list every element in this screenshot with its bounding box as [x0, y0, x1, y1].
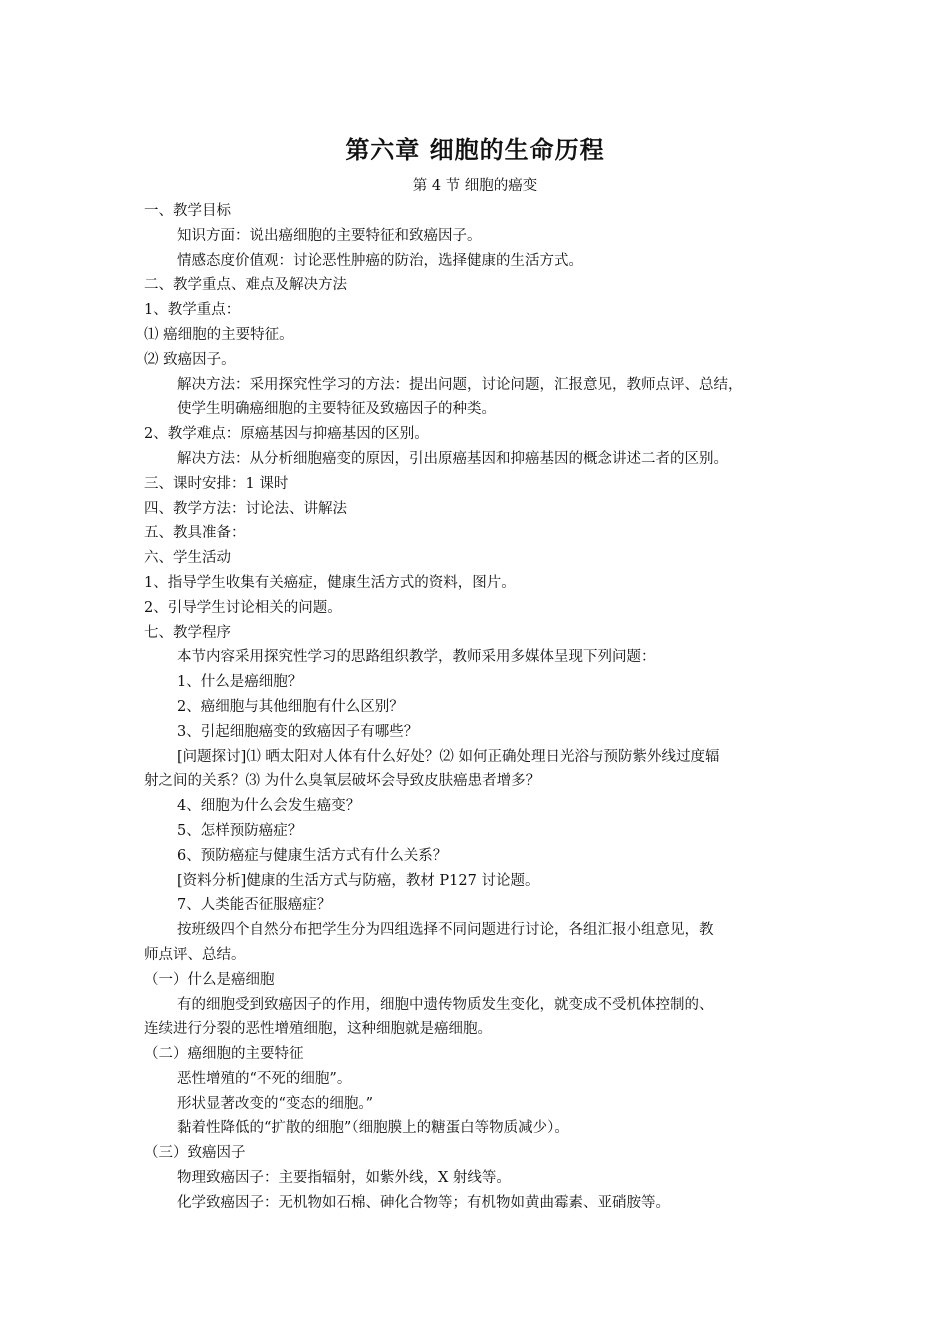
text-line: 1、教学重点：	[144, 302, 241, 319]
text-line: 一、教学目标	[144, 203, 231, 219]
text-line: （一）什么是癌细胞	[144, 971, 275, 988]
text-line: （二）癌细胞的主要特征	[144, 1046, 304, 1063]
text-line: 本节内容采用探究性学习的思路组织教学，教师采用多媒体呈现下列问题：	[177, 649, 656, 666]
text-line: 1、什么是癌细胞？	[177, 674, 303, 691]
document-body	[144, 199, 824, 1216]
text-line: ⑴ 癌细胞的主要特征。	[144, 326, 294, 343]
text-line: 3、引起细胞癌变的致癌因子有哪些？	[177, 723, 419, 740]
text-line: 按班级四个自然分布把学生分为四组选择不同问题进行讨论，各组汇报小组意见，教	[177, 922, 714, 939]
section-subtitle: 第 4 节 细胞的癌变	[412, 178, 538, 194]
text-line: 7、人类能否征服癌症？	[177, 897, 332, 914]
text-line: 二、教学重点、难点及解决方法	[144, 277, 347, 294]
chapter-title: 第六章 细胞的生命历程	[345, 136, 605, 164]
text-line: 物理致癌因子：主要指辐射，如紫外线，X 射线等。	[177, 1170, 511, 1187]
text-line: 2、教学难点：原癌基因与抑癌基因的区别。	[144, 426, 429, 443]
text-line: 连续进行分裂的恶性增殖细胞，这种细胞就是癌细胞。	[144, 1021, 492, 1038]
text-line: 4、细胞为什么会发生癌变？	[177, 798, 361, 815]
text-line: 射之间的关系？⑶ 为什么臭氧层破坏会导致皮肤癌患者增多？	[144, 773, 541, 790]
text-line: 师点评、总结。	[144, 946, 246, 963]
text-line: 三、课时安排：1 课时	[144, 475, 289, 492]
text-line: 恶性增殖的“不死的细胞”。	[177, 1070, 352, 1087]
text-line: [资料分析]健康的生活方式与防癌，教材 P127 讨论题。	[177, 872, 540, 889]
text-line: 六、学生活动	[144, 550, 231, 567]
text-line: 2、癌细胞与其他细胞有什么区别？	[177, 698, 404, 715]
text-line: 使学生明确癌细胞的主要特征及致癌因子的种类。	[177, 401, 496, 418]
text-line: [问题探讨]⑴ 晒太阳对人体有什么好处？⑵ 如何正确处理日光浴与预防紫外线过度辐	[177, 748, 720, 765]
text-line: 四、教学方法：讨论法、讲解法	[144, 500, 347, 517]
text-line: 1、指导学生收集有关癌症，健康生活方式的资料，图片。	[144, 574, 516, 591]
text-line: 解决方法：从分析细胞癌变的原因，引出原癌基因和抑癌基因的概念讲述二者的区别。	[177, 450, 728, 467]
text-line: 黏着性降低的“扩散的细胞”（细胞膜上的糖蛋白等物质减少）。	[177, 1120, 569, 1137]
text-line: 情感态度价值观：讨论恶性肿癌的防治，选择健康的生活方式。	[177, 252, 583, 269]
text-line: 有的细胞受到致癌因子的作用，细胞中遗传物质发生变化，就变成不受机体控制的、	[177, 996, 714, 1013]
text-line: 2、引导学生讨论相关的问题。	[144, 599, 342, 616]
text-line: 五、教具准备：	[144, 525, 246, 542]
text-line: 知识方面：说出癌细胞的主要特征和致癌因子。	[177, 227, 482, 244]
text-line: 6、预防癌症与健康生活方式有什么关系？	[177, 847, 448, 864]
text-line: 5、怎样预防癌症？	[177, 822, 303, 839]
text-line: （三）致癌因子	[144, 1145, 246, 1162]
text-line: 解决方法：采用探究性学习的方法：提出问题，讨论问题，汇报意见，教师点评、总结，	[177, 376, 743, 393]
text-line: 化学致癌因子：无机物如石棉、砷化合物等；有机物如黄曲霉素、亚硝胺等。	[177, 1194, 670, 1211]
text-line: 七、教学程序	[144, 624, 231, 641]
text-line: 形状显著改变的“变态的细胞。”	[177, 1095, 374, 1112]
text-line: ⑵ 致癌因子。	[144, 351, 236, 368]
